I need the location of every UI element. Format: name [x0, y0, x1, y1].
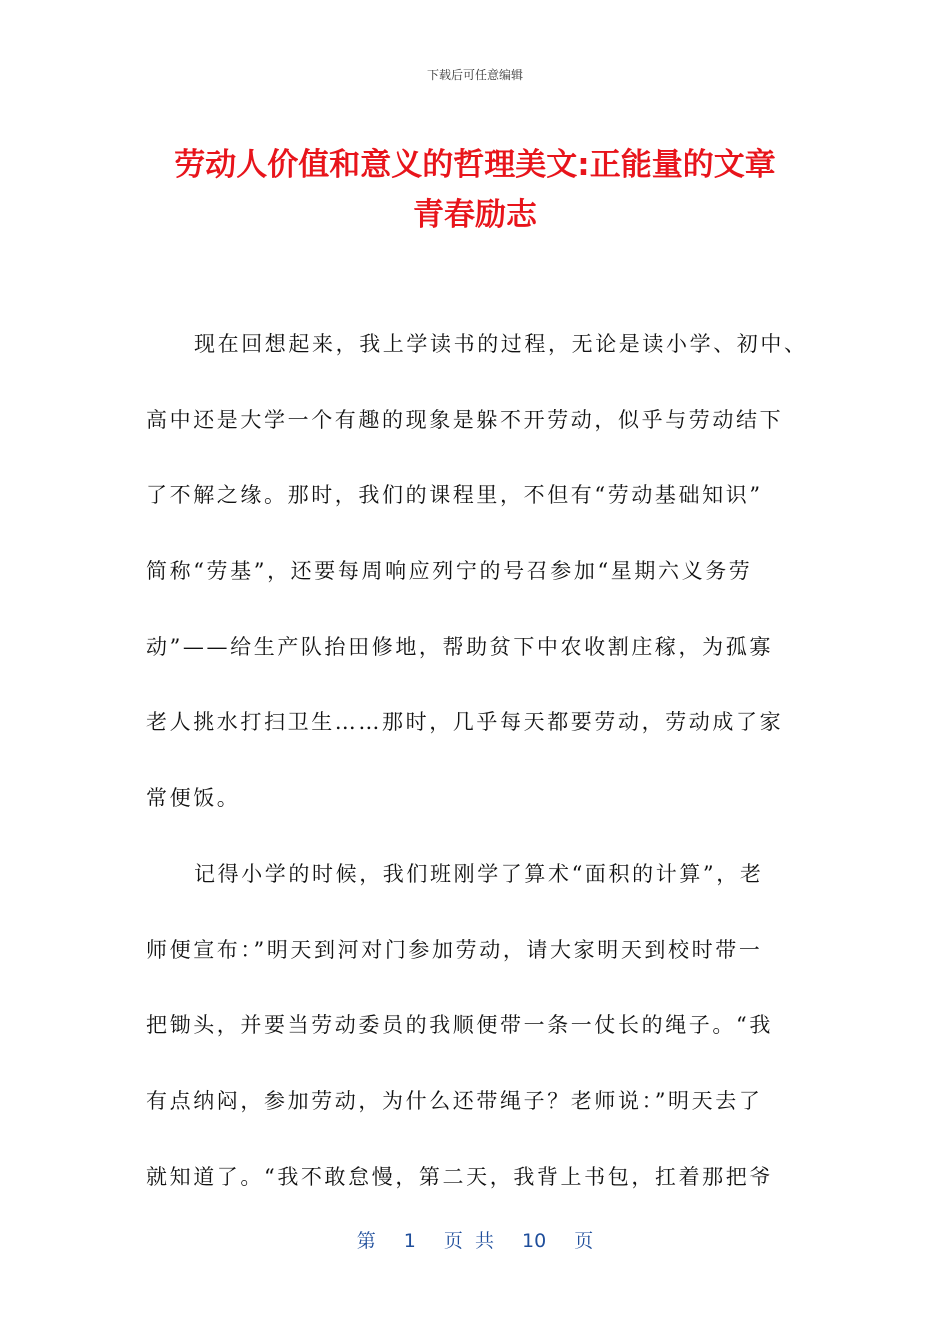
paragraph-1-line-7: 常便饭。	[146, 786, 241, 811]
paragraph-1-line-1: 现在回想起来，我上学读书的过程，无论是读小学、初中、	[194, 332, 808, 356]
document-body	[146, 316, 808, 1224]
title-line-2: 青春励志	[413, 197, 537, 233]
paragraph-1-line-6: 老人挑水打扫卫生……那时，几乎每天都要劳动，劳动成了家	[146, 710, 784, 735]
footer-label-page: 第	[356, 1230, 376, 1252]
paragraph-2-line-5: 就知道了。“我不敢怠慢，第二天，我背上书包，扛着那把爷	[146, 1164, 773, 1189]
paragraph-1-line-4: 简称“劳基”，还要每周响应列宁的号召参加“星期六义务劳	[146, 559, 753, 584]
footer-current-page: 1	[403, 1230, 416, 1252]
paragraph-1-line-2: 高中还是大学一个有趣的现象是躲不开劳动，似乎与劳动结下	[146, 407, 784, 432]
paragraph-2-line-1: 记得小学的时候，我们班刚学了算术“面积的计算”，老	[194, 861, 764, 886]
paragraph-1-line-3: 了不解之缘。那时，我们的课程里，不但有“劳动基础知识”	[146, 483, 763, 508]
page-footer	[0, 1226, 950, 1253]
paragraph-2-line-4: 有点纳闷，参加劳动，为什么还带绳子？老师说：”明天去了	[146, 1088, 763, 1113]
document-title	[100, 140, 850, 240]
footer-total-pages: 10	[522, 1230, 547, 1252]
paragraph-1-line-5: 动”——给生产队抬田修地，帮助贫下中农收割庄稼，为孤寡	[146, 634, 773, 659]
paragraph-2-line-3: 把锄头，并要当劳动委员的我顺便带一条一仗长的绳子。“我	[146, 1013, 773, 1038]
page-header-note: 下载后可任意编辑	[426, 68, 523, 82]
title-line-1: 劳动人价值和意义的哲理美文:正能量的文章	[174, 147, 776, 183]
footer-label-total: 页 共	[443, 1230, 494, 1252]
paragraph-2-line-2: 师便宣布：”明天到河对门参加劳动，请大家明天到校时带一	[146, 937, 763, 962]
footer-label-end: 页	[574, 1230, 594, 1252]
